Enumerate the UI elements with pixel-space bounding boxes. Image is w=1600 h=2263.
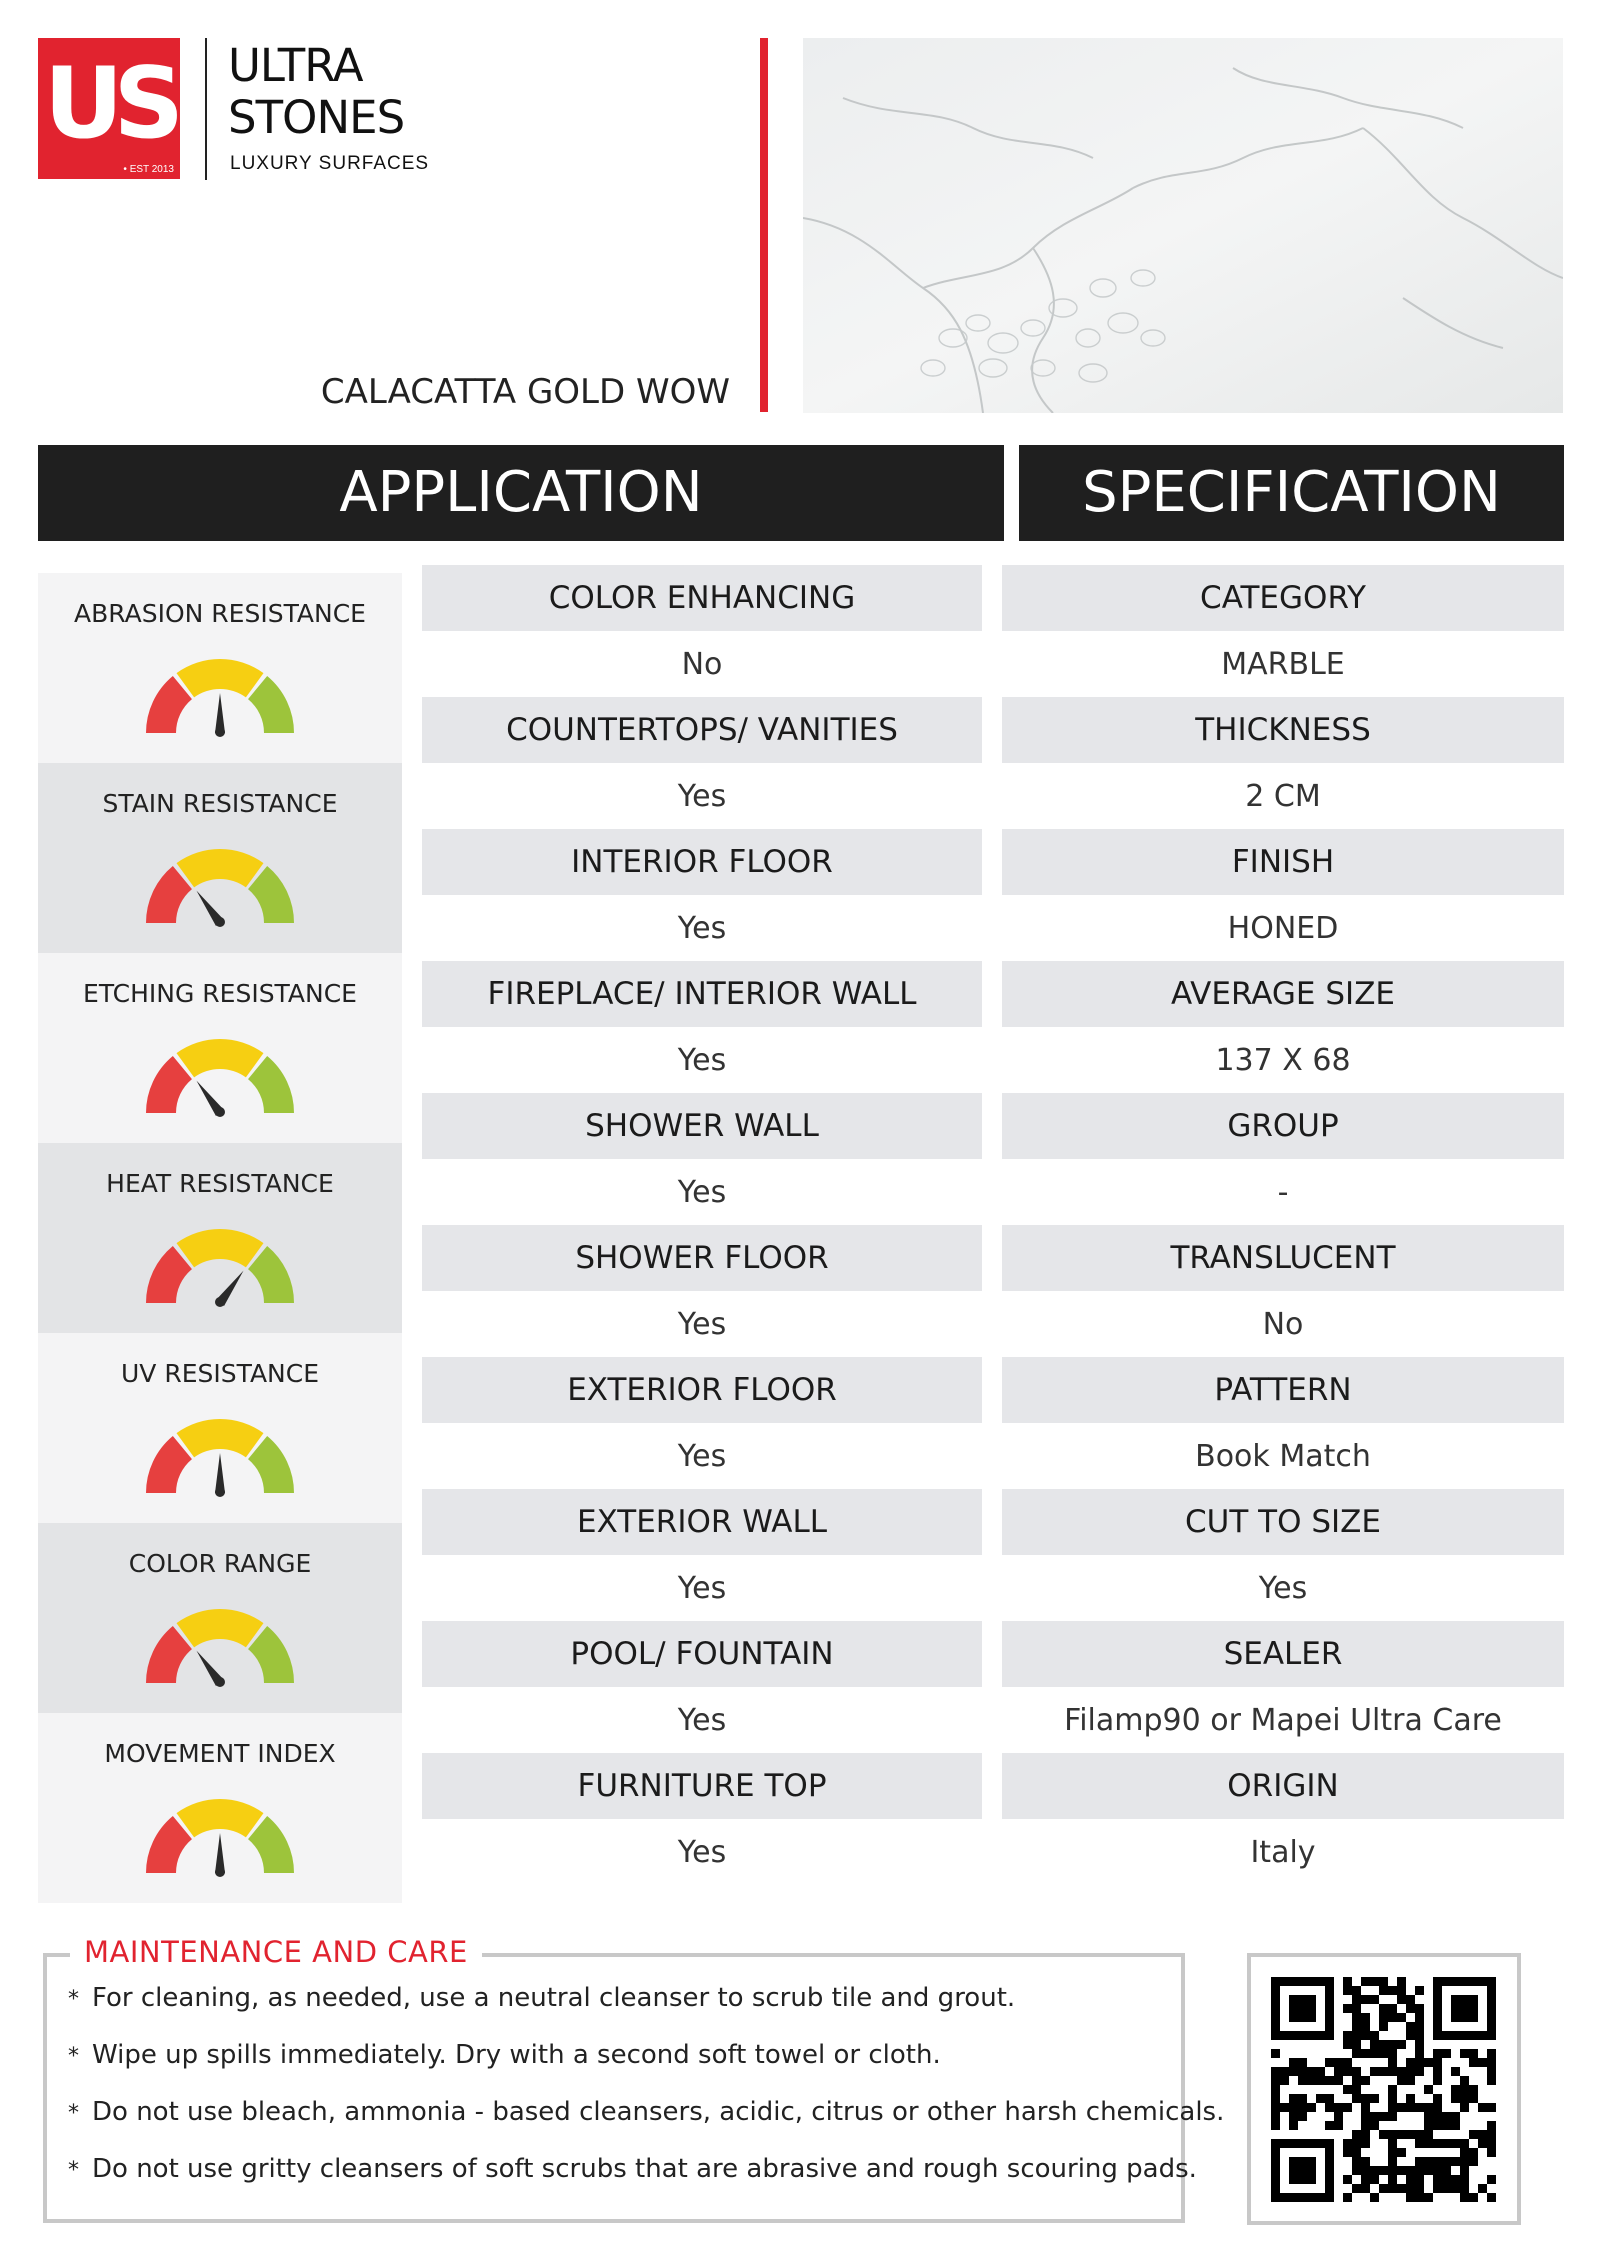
spec-label: CATEGORY	[1002, 565, 1564, 631]
application-label: FURNITURE TOP	[422, 1753, 982, 1819]
marble-swatch-image	[803, 38, 1563, 413]
gauge-yellow-segment	[177, 1419, 264, 1457]
maintenance-text: For cleaning, as needed, use a neutral cleanser to scrub tile and grout.	[92, 1983, 1016, 2013]
application-label: COLOR ENHANCING	[422, 565, 982, 631]
gauge-yellow-segment	[177, 1039, 264, 1077]
application-header: APPLICATION	[38, 445, 1004, 541]
gauge-icon	[144, 1223, 296, 1307]
gauge-icon	[144, 1033, 296, 1117]
application-label: COUNTERTOPS/ VANITIES	[422, 697, 982, 763]
spec-value: No	[1002, 1291, 1564, 1357]
spec-label: THICKNESS	[1002, 697, 1564, 763]
resistance-item	[38, 1333, 402, 1523]
gauge-icon	[144, 653, 296, 737]
resistance-label: UV RESISTANCE	[120, 1359, 319, 1388]
spec-value: Italy	[1002, 1819, 1564, 1885]
qr-code-icon[interactable]	[1251, 1957, 1517, 2221]
gauge-icon	[144, 1603, 296, 1687]
application-value: Yes	[422, 1555, 982, 1621]
bullet-icon: *	[68, 2044, 79, 2069]
spec-label: CUT TO SIZE	[1002, 1489, 1564, 1555]
product-name: CALACATTA GOLD WOW	[320, 372, 730, 412]
resistance-label: STAIN RESISTANCE	[102, 789, 338, 818]
application-value: Yes	[422, 1423, 982, 1489]
gauge-hub	[215, 1107, 225, 1117]
bullet-icon: *	[68, 1987, 79, 2012]
spec-value: Filamp90 or Mapei Ultra Care	[1002, 1687, 1564, 1753]
maintenance-title: MAINTENANCE AND CARE	[70, 1935, 482, 1969]
application-label: EXTERIOR FLOOR	[422, 1357, 982, 1423]
gauge-icon	[144, 1793, 296, 1877]
gauge-hub	[215, 1487, 225, 1497]
spec-value: MARBLE	[1002, 631, 1564, 697]
application-value: No	[422, 631, 982, 697]
application-value: Yes	[422, 1687, 982, 1753]
application-value: Yes	[422, 1819, 982, 1885]
application-value: Yes	[422, 895, 982, 961]
spec-label: ORIGIN	[1002, 1753, 1564, 1819]
brand-tagline: LUXURY SURFACES	[230, 153, 430, 174]
maintenance-item	[68, 2040, 941, 2070]
spec-value: Book Match	[1002, 1423, 1564, 1489]
application-label: POOL/ FOUNTAIN	[422, 1621, 982, 1687]
resistance-label: ETCHING RESISTANCE	[83, 979, 357, 1008]
gauge-yellow-segment	[177, 849, 264, 887]
application-value: Yes	[422, 1291, 982, 1357]
application-value: Yes	[422, 1159, 982, 1225]
gauge-hub	[215, 1677, 225, 1687]
spec-label: TRANSLUCENT	[1002, 1225, 1564, 1291]
resistance-label: MOVEMENT INDEX	[104, 1739, 336, 1768]
application-table	[422, 565, 982, 1885]
gauge-yellow-segment	[177, 659, 264, 697]
brand-name-line2: STONES	[228, 91, 405, 144]
spec-label: AVERAGE SIZE	[1002, 961, 1564, 1027]
specification-table	[1002, 565, 1564, 1885]
maintenance-item	[68, 1983, 1015, 2013]
spec-value: 2 CM	[1002, 763, 1564, 829]
spec-value: HONED	[1002, 895, 1564, 961]
resistance-item	[38, 573, 402, 763]
brand-name-line1: ULTRA	[228, 39, 363, 92]
spec-label: FINISH	[1002, 829, 1564, 895]
spec-label: PATTERN	[1002, 1357, 1564, 1423]
application-label: SHOWER WALL	[422, 1093, 982, 1159]
gauge-yellow-segment	[177, 1799, 264, 1837]
gauge-icon	[144, 1413, 296, 1497]
spec-value: 137 X 68	[1002, 1027, 1564, 1093]
gauge-yellow-segment	[177, 1609, 264, 1647]
bullet-icon: *	[68, 2158, 79, 2183]
gauge-hub	[215, 1297, 225, 1307]
resistance-item	[38, 1713, 402, 1903]
brand-est: • EST 2013	[123, 164, 174, 175]
accent-divider	[760, 38, 768, 412]
maintenance-text: Do not use gritty cleansers of soft scrubs that are abrasive and rough scouring pads.	[92, 2154, 1197, 2184]
application-label: INTERIOR FLOOR	[422, 829, 982, 895]
resistance-item	[38, 953, 402, 1143]
maintenance-text: Wipe up spills immediately. Dry with a second soft towel or cloth.	[92, 2040, 941, 2070]
spec-label: GROUP	[1002, 1093, 1564, 1159]
application-value: Yes	[422, 763, 982, 829]
specification-header: SPECIFICATION	[1019, 445, 1564, 541]
gauge-hub	[215, 917, 225, 927]
gauge-yellow-segment	[177, 1229, 264, 1267]
maintenance-item	[68, 2097, 1224, 2127]
resistance-item	[38, 1523, 402, 1713]
resistance-label: COLOR RANGE	[128, 1549, 312, 1578]
gauge-hub	[215, 727, 225, 737]
application-value: Yes	[422, 1027, 982, 1093]
gauge-hub	[215, 1867, 225, 1877]
bullet-icon: *	[68, 2101, 79, 2126]
application-label: FIREPLACE/ INTERIOR WALL	[422, 961, 982, 1027]
maintenance-item	[68, 2154, 1197, 2184]
brand-monogram: US	[43, 47, 175, 161]
resistance-item	[38, 763, 402, 953]
resistance-label: ABRASION RESISTANCE	[74, 599, 366, 628]
spec-label: SEALER	[1002, 1621, 1564, 1687]
qr-code-frame	[1247, 1953, 1521, 2225]
gauge-icon	[144, 843, 296, 927]
spec-value: Yes	[1002, 1555, 1564, 1621]
application-label: SHOWER FLOOR	[422, 1225, 982, 1291]
resistance-label: HEAT RESISTANCE	[106, 1169, 334, 1198]
logo-divider	[205, 38, 207, 180]
spec-value: -	[1002, 1159, 1564, 1225]
maintenance-text: Do not use bleach, ammonia - based cleansers, acidic, citrus or other harsh chemicals.	[92, 2097, 1225, 2127]
brand-logo-mark	[38, 38, 180, 179]
resistance-item	[38, 1143, 402, 1333]
application-label: EXTERIOR WALL	[422, 1489, 982, 1555]
